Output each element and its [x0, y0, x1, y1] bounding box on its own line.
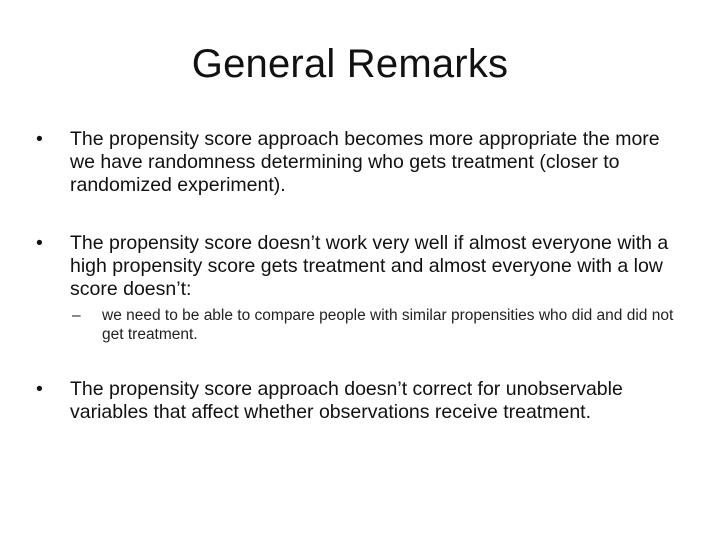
- bullet-text: The propensity score approach becomes more appropriate the more we have randomness determining who gets treatment (closer to randomized experiment).: [70, 128, 660, 196]
- sub-bullet-marker: –: [72, 307, 81, 324]
- slide-title: General Remarks: [191, 42, 509, 86]
- bullet-item: [36, 232, 676, 301]
- bullet-item: [36, 378, 676, 424]
- bullet-marker: •: [36, 128, 43, 150]
- bullet-marker: •: [36, 378, 43, 400]
- sub-bullet-text: we need to be able to compare people with similar propensities who did and did not get treatment.: [102, 307, 674, 343]
- bullet-text: The propensity score approach doesn’t correct for unobservable variables that affect whether observations receive treatment.: [70, 378, 623, 423]
- bullet-marker: •: [36, 232, 43, 254]
- sub-bullet-item: [72, 306, 692, 344]
- bullet-text: The propensity score doesn’t work very well if almost everyone with a high propensity score gets treatment and almost everyone with a low score doesn’t:: [70, 232, 669, 300]
- bullet-item: [36, 128, 676, 197]
